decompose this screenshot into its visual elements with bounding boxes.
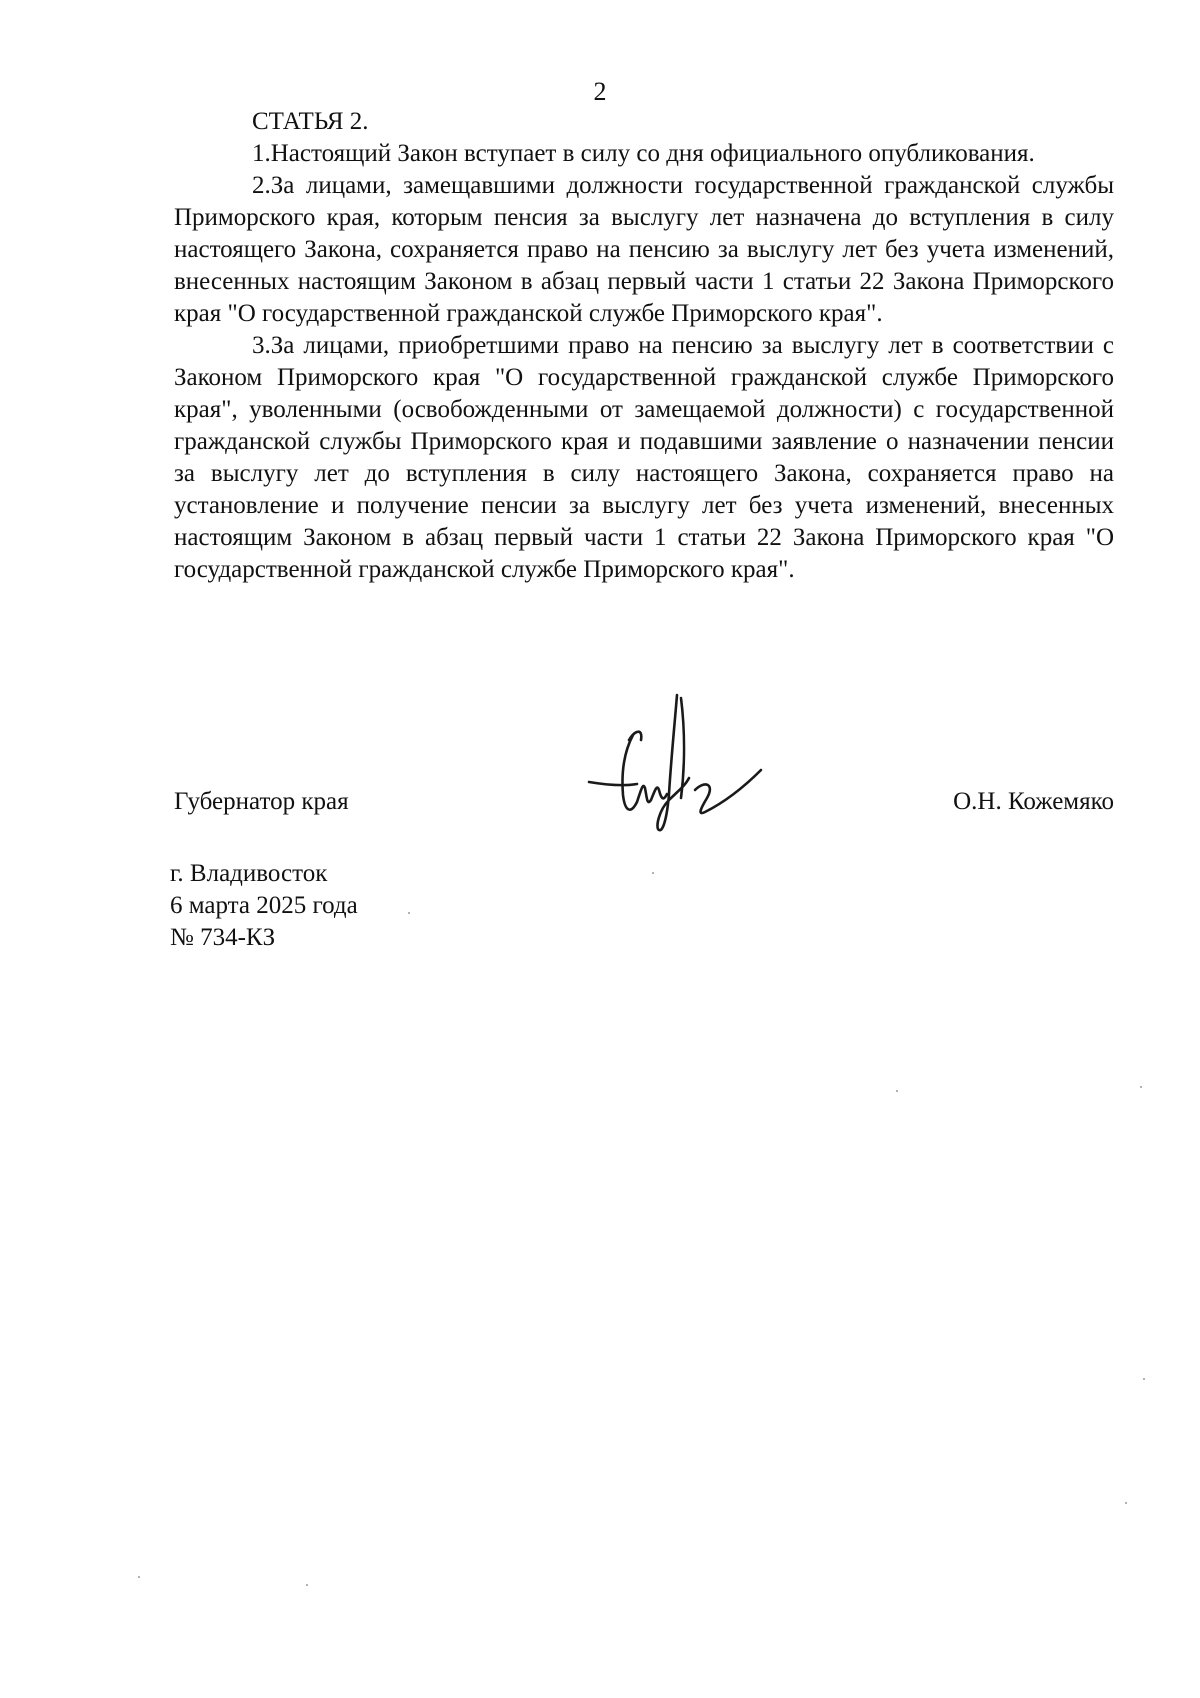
footer-date: 6 марта 2025 года [170,892,358,919]
handwritten-signature [585,690,765,840]
scan-speck [1140,1086,1142,1088]
scan-speck [1143,1378,1145,1380]
scan-speck [652,872,654,874]
article-body [174,106,1114,586]
footer-number: № 734-КЗ [170,924,276,951]
signer-name: О.Н. Кожемяко [953,788,1114,815]
footer-block [170,858,358,954]
scan-speck [138,1576,140,1578]
article-heading: СТАТЬЯ 2. [252,108,369,135]
footer-city: г. Владивосток [170,860,328,887]
page-number: 2 [593,77,607,106]
scan-speck [408,912,410,914]
scan-speck [306,1584,308,1586]
scan-speck [896,1090,898,1092]
signer-title: Губернатор края [174,788,349,815]
article-paragraph-1: 1.Настоящий Закон вступает в силу со дня официального опубликования. [252,140,1035,167]
article-paragraph-2: 2.За лицами, замещавшими должности государственной гражданской службы Приморского края, которым пенсия за выслугу лет назначена до вступления в силу настоящего Закона, сохраняется право на пенсию за выслугу лет без учета изменений, внесенных настоящим Законом в абзац первый части 1 статьи 22 Закона Приморского края "О государственной гражданской службе Приморского края". [174,172,1114,327]
scan-speck [1125,1502,1127,1504]
signature-strokes [589,695,761,830]
article-paragraph-3: 3.За лицами, приобретшими право на пенсию за выслугу лет в соответствии с Законом Приморского края "О государственной гражданской службе Приморского края", уволенными (освобожденными от замещаемой должности) с государственной гражданской службы Приморского края и подавшими заявление о назначении пенсии за выслугу лет до вступления в силу настоящего Закона, сохраняется право на установление и получение пенсии за выслугу лет без учета изменений, внесенных настоящим Законом в абзац первый части 1 статьи 22 Закона Приморского края "О государственной гражданской службе Приморского края". [174,332,1114,583]
